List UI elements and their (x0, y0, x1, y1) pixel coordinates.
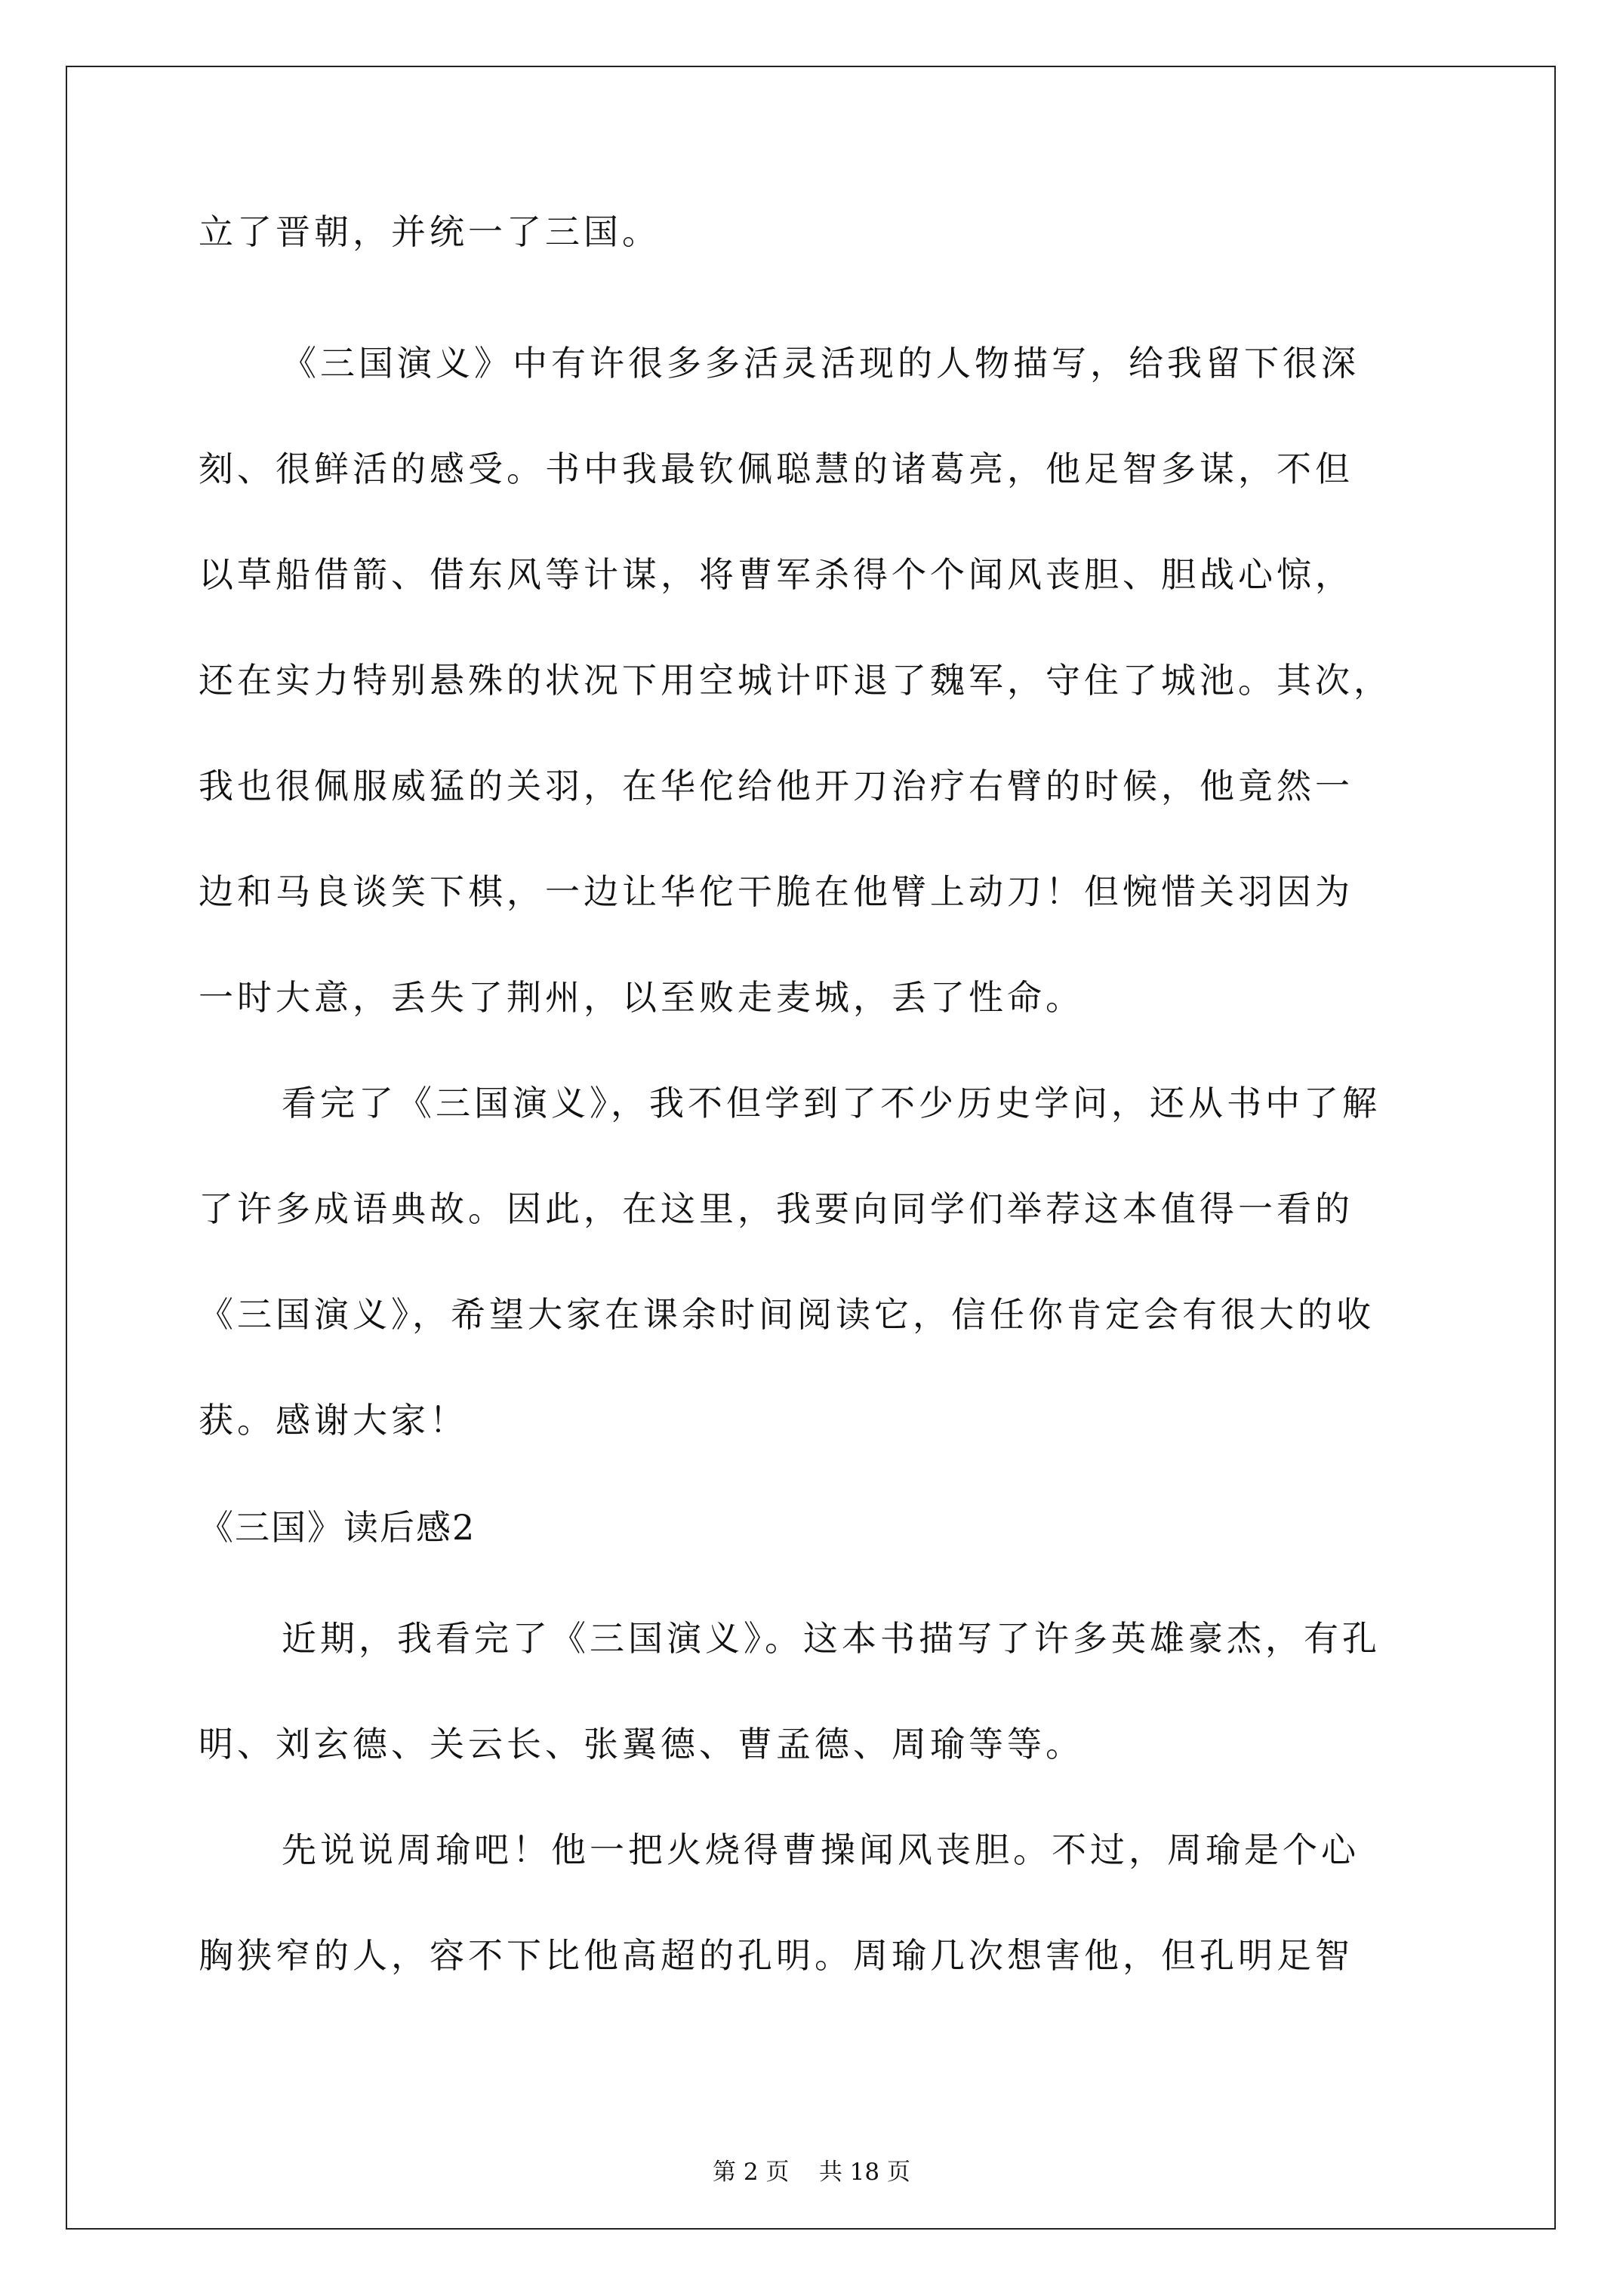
text-line: 边和马良谈笑下棋，一边让华佗干脆在他臂上动刀！但惋惜关羽因为 (199, 871, 1354, 912)
paragraph-start: 近期，我看完了《三国演义》。这本书描写了许多英雄豪杰，有孔 (282, 1618, 1381, 1659)
section-heading: 《三国》读后感2 (199, 1507, 476, 1548)
text-line: 《三国演义》，希望大家在课余时间阅读它，信任你肯定会有很大的收 (199, 1294, 1375, 1335)
text-line: 了许多成语典故。因此，在这里，我要向同学们举荐这本值得一看的 (199, 1188, 1354, 1229)
text-line: 获。感谢大家！ (199, 1400, 468, 1441)
text-line: 刻、很鲜活的感受。书中我最钦佩聪慧的诸葛亮，他足智多谋，不但 (199, 448, 1354, 489)
text-line: 一时大意，丢失了荆州，以至败走麦城，丢了性命。 (199, 977, 1084, 1018)
text-line: 明、刘玄德、关云长、张翼德、曹孟德、周瑜等等。 (199, 1724, 1084, 1764)
page-number-footer: 第 2 页 共 18 页 (712, 2159, 910, 2186)
paragraph-start: 看完了《三国演义》，我不但学到了不少历史学问，还从书中了解 (282, 1083, 1381, 1123)
page-border (66, 66, 1556, 2230)
text-line: 立了晋朝，并统一了三国。 (199, 211, 661, 252)
paragraph-start: 《三国演义》中有许很多多活灵活现的人物描写，给我留下很深 (282, 343, 1360, 384)
text-line: 我也很佩服威猛的关羽，在华佗给他开刀治疗右臂的时候，他竟然一 (199, 766, 1354, 806)
text-line: 以草船借箭、借东风等计谋，将曹军杀得个个闻风丧胆、胆战心惊， (199, 554, 1354, 595)
text-line: 胸狭窄的人，容不下比他高超的孔明。周瑜几次想害他，但孔明足智 (199, 1935, 1354, 1976)
text-line: 还在实力特别悬殊的状况下用空城计吓退了魏军，守住了城池。其次， (199, 660, 1392, 701)
paragraph-start: 先说说周瑜吧！他一把火烧得曹操闻风丧胆。不过，周瑜是个心 (282, 1829, 1360, 1870)
